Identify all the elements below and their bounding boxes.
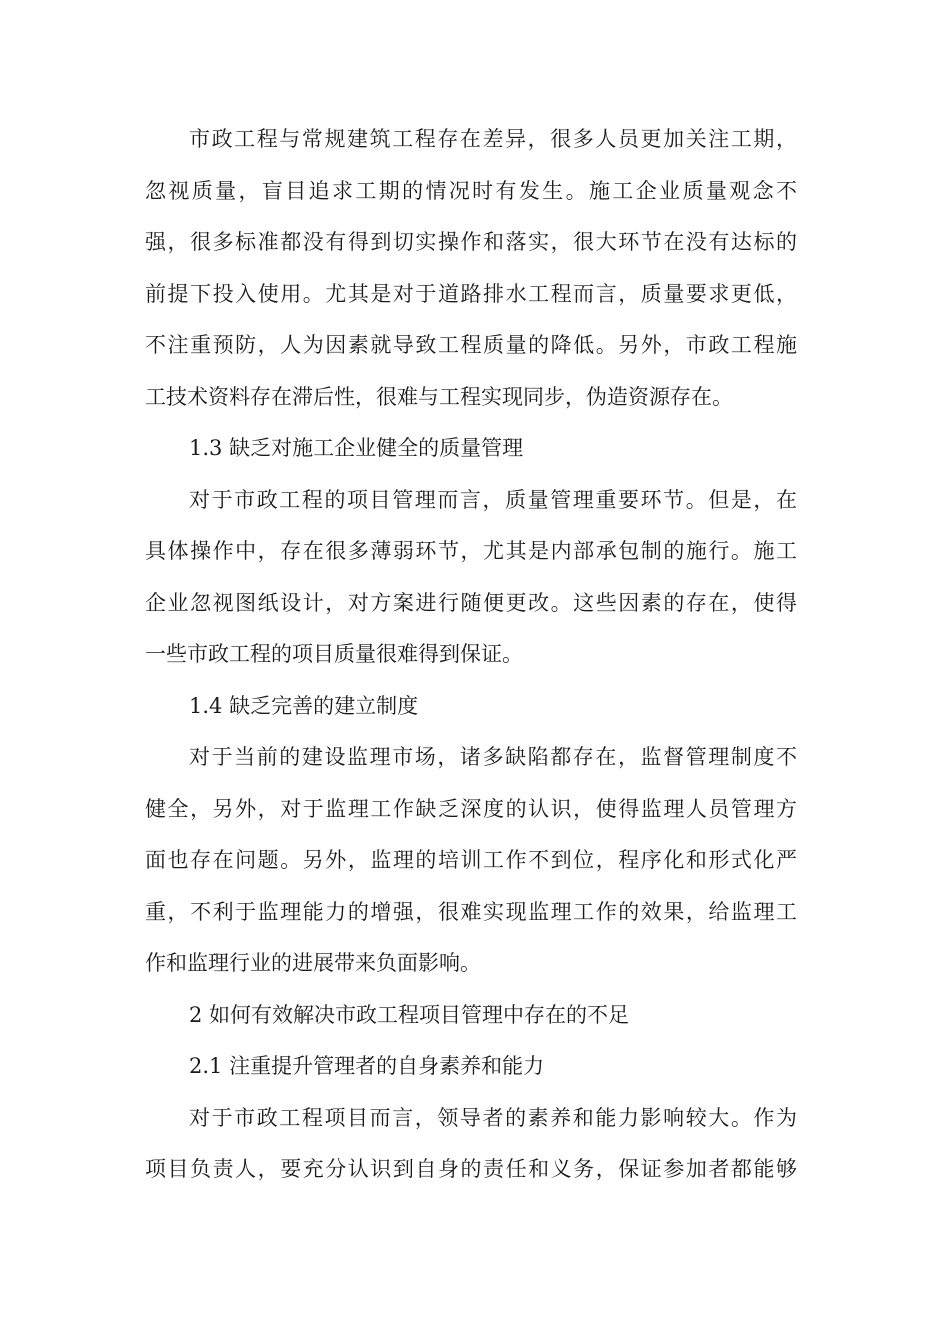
- section-heading: 1.4 缺乏完善的建立制度: [189, 693, 419, 718]
- text-line: 对于市政工程项目而言，领导者的素养和能力影响较大。作为: [189, 1105, 797, 1130]
- text-line: 面也存在问题。另外，监理的培训工作不到位，程序化和形式化严: [145, 848, 797, 872]
- text-line: 项目负责人，要充分认识到自身的责任和义务，保证参加者都能够: [145, 1157, 797, 1181]
- text-line: 重，不利于监理能力的增强，很难实现监理工作的效果，给监理工: [145, 899, 797, 924]
- text-line: 对于市政工程的项目管理而言，质量管理重要环节。但是，在: [189, 487, 797, 512]
- text-line: 对于当前的建设监理市场，诸多缺陷都存在，监督管理制度不: [189, 745, 797, 769]
- text-line: 一些市政工程的项目质量很难得到保证。: [145, 642, 523, 666]
- text-line: 强，很多标准都没有得到切实操作和落实，很大环节在没有达标的: [145, 230, 797, 254]
- text-line: 健全，另外，对于监理工作缺乏深度的认识，使得监理人员管理方: [145, 796, 797, 821]
- text-line: 工技术资料存在滞后性，很难与工程实现同步，伪造资源存在。: [145, 384, 733, 409]
- subsection-heading: 2.1 注重提升管理者的自身素养和能力: [189, 1054, 545, 1078]
- section-heading: 1.3 缺乏对施工企业健全的质量管理: [189, 436, 524, 460]
- text-line: 不注重预防，人为因素就导致工程质量的降低。另外，市政工程施: [145, 333, 797, 357]
- text-line: 前提下投入使用。尤其是对于道路排水工程而言，质量要求更低，: [145, 281, 797, 306]
- text-line: 作和监理行业的进展带来负面影响。: [145, 951, 481, 975]
- text-line: 具体操作中，存在很多薄弱环节，尤其是内部承包制的施行。施工: [145, 539, 797, 563]
- document-body: [145, 114, 797, 1196]
- text-line: 市政工程与常规建筑工程存在差异，很多人员更加关注工期，: [189, 127, 797, 151]
- text-line: 忽视质量，盲目追求工期的情况时有发生。施工企业质量观念不: [145, 178, 797, 203]
- text-line: 企业忽视图纸设计，对方案进行随便更改。这些因素的存在，使得: [145, 590, 797, 615]
- section-heading: 2 如何有效解决市政工程项目管理中存在的不足: [189, 1002, 630, 1027]
